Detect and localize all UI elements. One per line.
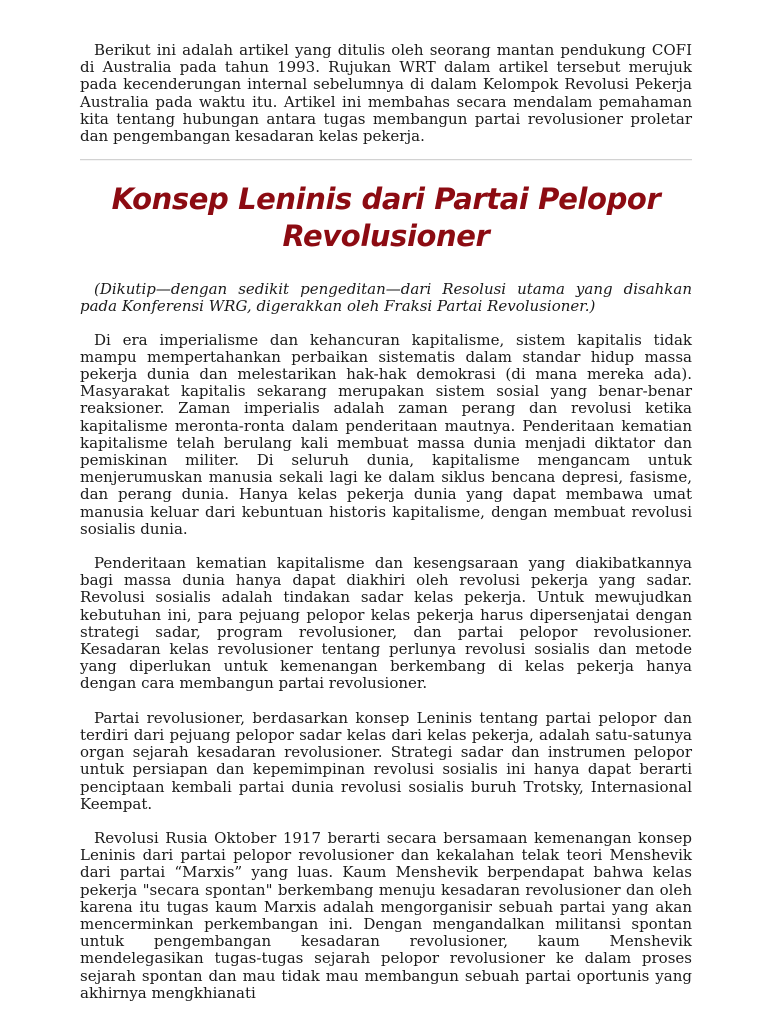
section-divider [80, 159, 692, 161]
body-paragraph-1: Di era imperialisme dan kehancuran kapitalisme, sistem kapitalis tidak mampu mempertahankan perbaikan sistematis dalam standar hidup massa pekerja dunia dan melestarikan hak-hak demokrasi (di mana mereka ada). Masyarakat kapitalis sekarang merupakan sistem sosial yang benar-benar reaksioner. Zaman imperialis adalah zaman perang dan revolusi ketika kapitalisme meronta-ronta dalam penderitaan mautnya. Penderitaan kematian kapitalisme telah berulang kali membuat massa dunia menjadi diktator dan pemiskinan militer. Di seluruh dunia, kapitalisme mengancam untuk menjerumuskan manusia sekali lagi ke dalam siklus bencana depresi, fasisme, dan perang dunia. Hanya kelas pekerja dunia yang dapat membawa umat manusia keluar dari kebuntuan historis kapitalisme, dengan membuat revolusi sosialis dunia. [80, 330, 692, 538]
article-title-line-2: Revolusioner [282, 219, 490, 254]
body-paragraph-4: Revolusi Rusia Oktober 1917 berarti secara bersamaan kemenangan konsep Leninis dari partai pelopor revolusioner dan kekalahan telak teori Menshevik dari partai “Marxis” yang luas. Kaum Menshevik berpendapat bahwa kelas pekerja "secara spontan" berkembang menuju kesadaran revolusioner dan oleh karena itu tugas kaum Marxis adalah mengorganisir sebuah partai yang akan mencerminkan perkembangan ini. Dengan mengandalkan militansi spontan untuk pengembangan kesadaran revolusioner, kaum Menshevik mendelegasikan tugas-tugas sejarah pelopor revolusioner ke dalam proses sejarah spontan dan mau tidak mau membangun sebuah partai oportunis yang akhirnya mengkhianati [80, 828, 692, 1002]
editorial-note: (Dikutip—dengan sedikit pengeditan—dari Resolusi utama yang disahkan pada Konferensi WRG, digerakkan oleh Fraksi Partai Revolusioner.) [80, 280, 692, 316]
body-paragraph-2: Penderitaan kematian kapitalisme dan kesengsaraan yang diakibatkannya bagi massa dunia hanya dapat diakhiri oleh revolusi pekerja yang sadar. Revolusi sosialis adalah tindakan sadar kelas pekerja. Untuk mewujudkan kebutuhan ini, para pejuang pelopor kelas pekerja harus dipersenjatai dengan strategi sadar, program revolusioner, dan partai pelopor revolusioner. Kesadaran kelas revolusioner tentang perlunya revolusi sosialis dan metode yang diperlukan untuk kemenangan berkembang di kelas pekerja hanya dengan cara membangun partai revolusioner. [80, 554, 692, 693]
article-title-line-1: Konsep Leninis dari Partai Pelopor [111, 182, 661, 217]
article-title [80, 181, 692, 255]
body-paragraph-3: Partai revolusioner, berdasarkan konsep Leninis tentang partai pelopor dan terdiri dari pejuang pelopor sadar kelas dari kelas pekerja, adalah satu-satunya organ sejarah kesadaran revolusioner. Strategi sadar dan instrumen pelopor untuk persiapan dan kepemimpinan revolusi sosialis ini hanya dapat berarti penciptaan kembali partai dunia revolusi sosialis buruh Trotsky, Internasional Keempat. [80, 708, 692, 813]
article [80, 42, 692, 1002]
intro-paragraph: Berikut ini adalah artikel yang ditulis oleh seorang mantan pendukung COFI di Australia pada tahun 1993. Rujukan WRT dalam artikel tersebut merujuk pada kecenderungan internal sebelumnya di dalam Kelompok Revolusi Pekerja Australia pada waktu itu. Artikel ini membahas secara mendalam pemahaman kita tentang hubungan antara tugas membangun partai revolusioner proletar dan pengembangan kesadaran kelas pekerja. [80, 41, 692, 146]
